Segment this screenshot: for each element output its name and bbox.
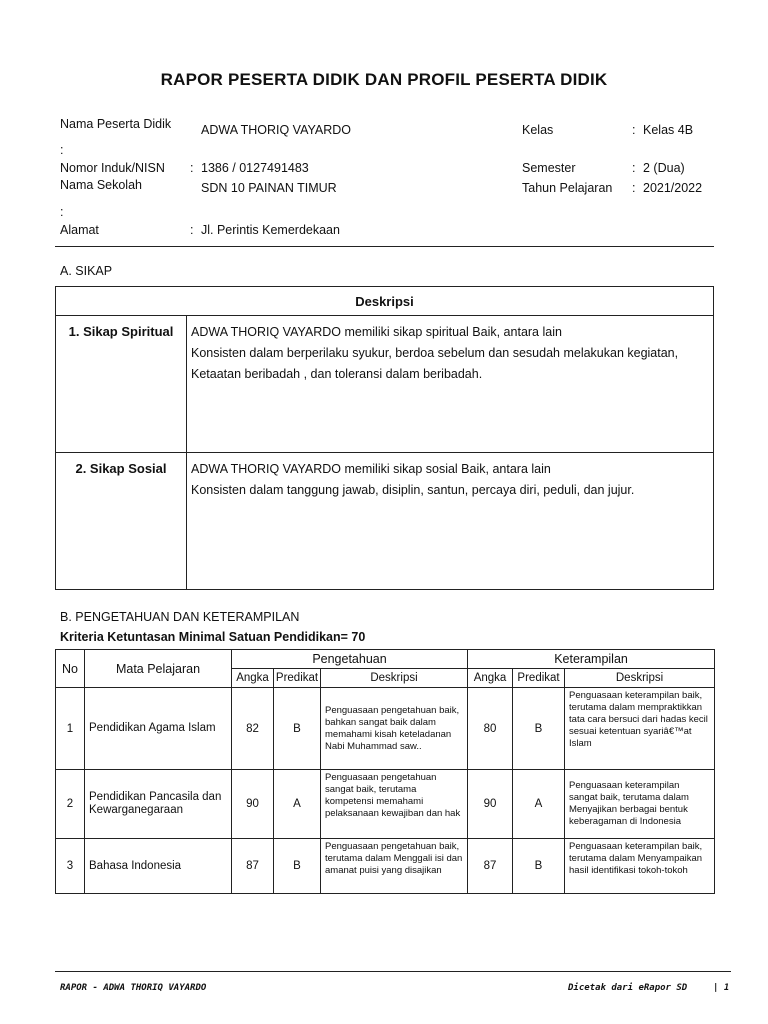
row-p-deskripsi: Penguasaan pengetahuan sangat baik, terutama kompetensi memahami pelaksanaan kewajiban dan hak — [321, 770, 468, 839]
col-p-deskripsi: Deskripsi — [321, 669, 468, 688]
row-p-angka: 82 — [232, 688, 274, 770]
row-no: 2 — [56, 770, 85, 839]
footer-divider — [55, 971, 731, 972]
spiritual-line-1: ADWA THORIQ VAYARDO memiliki sikap spiritual Baik, antara lain — [191, 325, 562, 339]
nilai-table — [55, 649, 715, 894]
sekolah-colon: : — [60, 205, 64, 219]
table-row — [56, 770, 715, 839]
sikap-sosial-row — [56, 453, 714, 590]
row-p-angka: 90 — [232, 770, 274, 839]
col-mapel: Mata Pelajaran — [85, 650, 232, 688]
row-p-angka: 87 — [232, 839, 274, 894]
row-k-deskripsi: Penguasaan keterampilan baik, terutama dalam mempraktikkan tata cara bersuci dari hadas kecil sesuai ketentuan syariâ€™at Islam — [565, 688, 715, 770]
pengetahuan-heading: B. PENGETAHUAN DAN KETERAMPILAN — [60, 610, 300, 624]
row-p-deskripsi: Penguasaan pengetahuan baik, terutama dalam Menggali isi dan amanat puisi yang disajikan — [321, 839, 468, 894]
nama-value: ADWA THORIQ VAYARDO — [201, 123, 352, 137]
table-row — [56, 839, 715, 894]
sikap-sosial-label: 2. Sikap Sosial — [56, 453, 187, 590]
kelas-value: Kelas 4B — [643, 123, 694, 137]
col-k-predikat: Predikat — [513, 669, 565, 688]
row-k-angka: 80 — [468, 688, 513, 770]
nama-colon: : — [60, 143, 64, 157]
row-mapel: Bahasa Indonesia — [85, 839, 232, 894]
row-p-deskripsi: Penguasaan pengetahuan baik, bahkan sangat baik dalam memahami kisah keteladanan Nabi Muhammad saw.. — [321, 688, 468, 770]
alamat-label: Alamat — [60, 223, 99, 237]
sekolah-value: SDN 10 PAINAN TIMUR — [201, 181, 337, 195]
sikap-table — [55, 286, 714, 590]
col-no: No — [56, 650, 85, 688]
semester-label: Semester — [522, 161, 576, 175]
row-no: 1 — [56, 688, 85, 770]
row-k-deskripsi: Penguasaan keterampilan sangat baik, terutama dalam Menyajikan berbagai bentuk keberagaman di Indonesia — [565, 770, 715, 839]
nama-label: Nama Peserta Didik — [60, 117, 172, 131]
kelas-label: Kelas — [522, 123, 554, 137]
row-mapel: Pendidikan Pancasila dan Kewarganegaraan — [85, 770, 232, 839]
sikap-heading: A. SIKAP — [60, 264, 113, 278]
row-k-angka: 90 — [468, 770, 513, 839]
tahun-label: Tahun Pelajaran — [522, 181, 613, 195]
sikap-header-row — [56, 287, 714, 316]
col-keterampilan: Keterampilan — [468, 650, 715, 669]
sikap-spiritual-row — [56, 316, 714, 453]
row-k-angka: 87 — [468, 839, 513, 894]
col-p-angka: Angka — [232, 669, 274, 688]
sikap-sosial-desc — [187, 453, 714, 590]
sosial-line-1: ADWA THORIQ VAYARDO memiliki sikap sosial Baik, antara lain — [191, 462, 551, 476]
nisn-colon: : — [190, 161, 194, 175]
footer-right: Dicetak dari eRapor SD — [568, 983, 688, 993]
row-no: 3 — [56, 839, 85, 894]
kelas-colon: : — [632, 123, 636, 137]
row-mapel: Pendidikan Agama Islam — [85, 688, 232, 770]
nilai-header-row-1 — [56, 650, 715, 669]
sikap-desc-header: Deskripsi — [56, 287, 714, 316]
sekolah-label: Nama Sekolah — [60, 178, 142, 192]
row-p-predikat: A — [274, 770, 321, 839]
alamat-colon: : — [190, 223, 194, 237]
page-title: RAPOR PESERTA DIDIK DAN PROFIL PESERTA DIDIK — [160, 70, 608, 89]
footer-page-number: | 1 — [713, 983, 730, 993]
sosial-line-2: Konsisten dalam tanggung jawab, disiplin, santun, percaya diri, peduli, dan jujur. — [191, 483, 635, 497]
kkm-text: Kriteria Ketuntasan Minimal Satuan Pendidikan= 70 — [60, 630, 366, 644]
row-k-deskripsi: Penguasaan keterampilan baik, terutama dalam Menyampaikan hasil identifikasi tokoh-tokoh — [565, 839, 715, 894]
row-k-predikat: B — [513, 839, 565, 894]
nisn-value: 1386 / 0127491483 — [201, 161, 309, 175]
col-p-predikat: Predikat — [274, 669, 321, 688]
header-divider — [55, 246, 714, 247]
sikap-spiritual-label: 1. Sikap Spiritual — [56, 316, 187, 453]
col-k-deskripsi: Deskripsi — [565, 669, 715, 688]
row-p-predikat: B — [274, 688, 321, 770]
semester-colon: : — [632, 161, 636, 175]
sikap-spiritual-desc — [187, 316, 714, 453]
tahun-value: 2021/2022 — [643, 181, 703, 195]
row-k-predikat: B — [513, 688, 565, 770]
col-k-angka: Angka — [468, 669, 513, 688]
alamat-value: Jl. Perintis Kemerdekaan — [201, 223, 340, 237]
tahun-colon: : — [632, 181, 636, 195]
spiritual-line-3: Ketaatan beribadah , dan toleransi dalam beribadah. — [191, 367, 483, 381]
col-pengetahuan: Pengetahuan — [232, 650, 468, 669]
table-row — [56, 688, 715, 770]
row-k-predikat: A — [513, 770, 565, 839]
nisn-label: Nomor Induk/NISN — [60, 161, 165, 175]
semester-value: 2 (Dua) — [643, 161, 685, 175]
spiritual-line-2: Konsisten dalam berperilaku syukur, berdoa sebelum dan sesudah melakukan kegiatan, — [191, 346, 679, 360]
row-p-predikat: B — [274, 839, 321, 894]
footer-left: RAPOR - ADWA THORIQ VAYARDO — [60, 983, 207, 993]
